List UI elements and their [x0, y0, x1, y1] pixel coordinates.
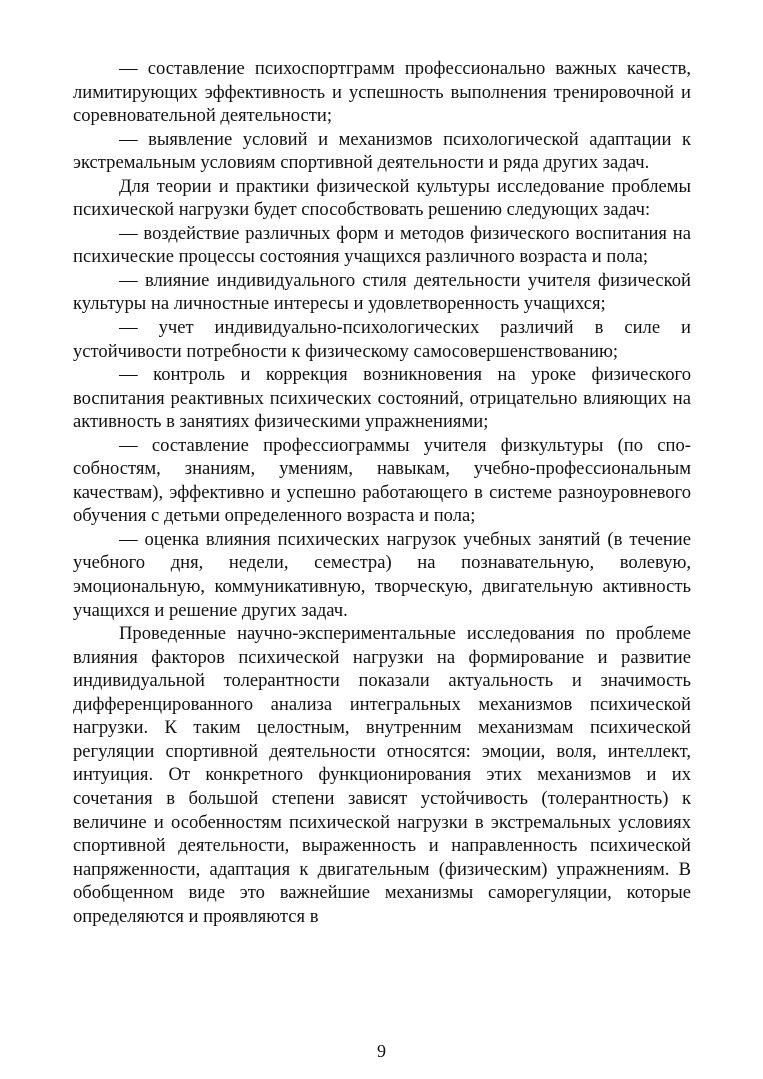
paragraph-load-assessment: — оценка влияния психических нагрузок учебных занятий (в течение учебного дня, недели, семестра) на познавательную, волевую, эмоциональную, коммуникативную, творческую, двигательную активность учащихся и решение других задач.: [73, 528, 691, 621]
paragraph-psychosportgram: — составление психоспортграмм профессионально важных качеств, лимитирующих эффективность и успешность выполнения тренировочной и соревновательной деятельности;: [73, 58, 691, 127]
page-number: 9: [377, 1041, 386, 1061]
paragraph-control-correction: — контроль и коррекция возникновения на уроке физического воспитания реактивных психических состояний, отрицательно влияющих на активность в занятиях физическими упражнениями;: [73, 364, 691, 433]
paragraph-teacher-style: — влияние индивидуального стиля деятельности учителя физической культуры на личностные интересы и удовлетворенность учащихся;: [73, 269, 691, 315]
paragraph-individual-differences: — учет индивидуально-психологических различий в силе и устойчивости потребности к физическому самосовершенствованию;: [73, 317, 691, 362]
paragraph-research-findings: Проведенные научно-экспериментальные исследования по проблеме влияния факторов психической нагрузки на формирование и развитие индивидуальной толерантности показали актуальность и значимость дифференцированного анализа интегральных механизмов психической нагрузки. К таким целостным, внутренним механизмам психической регуляции спортивной деятельности относятся: эмоции, воля, интеллект, интуиция. От конкретного функционирования этих механизмов и их сочетания в большой степени зависят устойчивость (толерантность) к величине и особенностям психической нагрузки в экстремальных условиях спортивной деятельности, выраженность и направленность психической напряженности, адаптация к двигательным (физическим) упражнениям. В обобщенном виде это важнейшие механизмы саморегуляции, которые определяются и проявляются в: [73, 623, 691, 927]
paragraph-intro-tasks: Для теории и практики физической культуры исследование проблемы психической нагрузки будет способствовать решению следующих задач:: [73, 175, 691, 221]
page-body: [73, 57, 691, 928]
paragraph-professiogram: — составление профессиограммы учителя физкультуры (по способностям, знаниям, умениям, навыкам, учебно-профессиональным качествам), эффективно и успешно работающего в системе разноуровневого обучения с детьми определенного возраста и пола;: [73, 434, 691, 527]
paragraph-adaptation: — выявление условий и механизмов психологической адаптации к экстремальным условиям спортивной деятельности и ряда других задач.: [73, 128, 691, 174]
paragraph-physical-education-forms: — воздействие различных форм и методов физического воспитания на психические процессы состояния учащихся различного возраста и пола;: [73, 222, 691, 268]
